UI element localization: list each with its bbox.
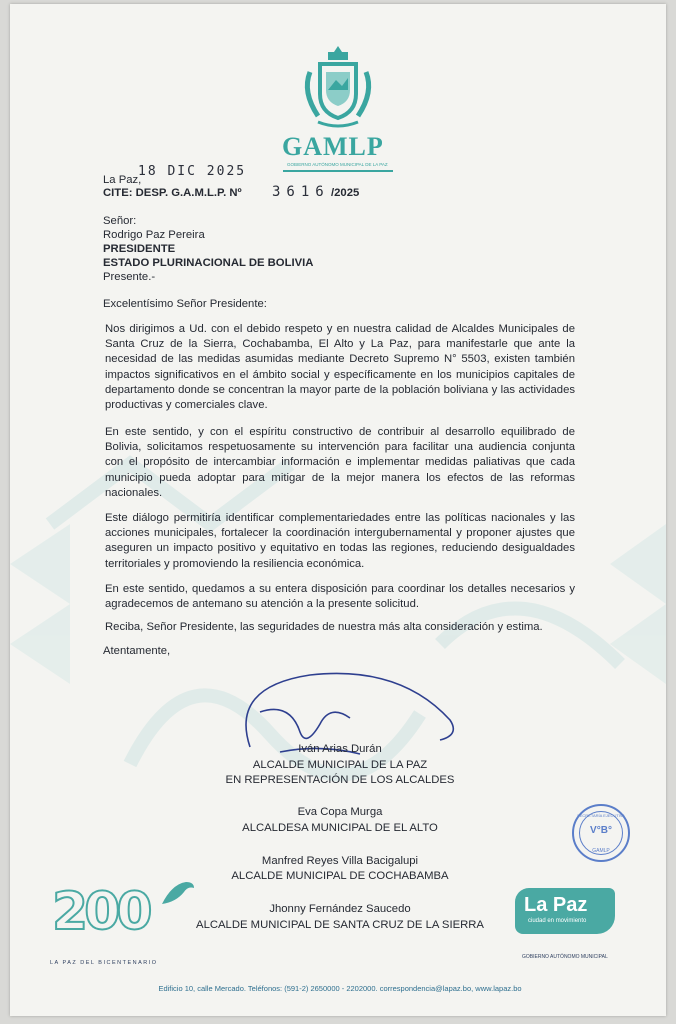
footer-address: Edificio 10, calle Mercado. Teléfonos: (591-2) 2650000 - 2202000. correspondencia@lapaz.bo, www.lapaz.bo xyxy=(158,984,522,993)
condor-icon xyxy=(158,874,198,914)
date-stamp: 18 DIC 2025 xyxy=(138,164,247,179)
logo-text: GAMLP xyxy=(282,132,384,161)
paragraph-5: Reciba, Señor Presidente, las seguridades de nuestra más alta consideración y estima. xyxy=(105,621,543,633)
bicentenario-caption: LA PAZ DEL BICENTENARIO xyxy=(50,960,158,966)
gamlp-crest-logo xyxy=(298,42,378,132)
letter-page xyxy=(10,4,666,1016)
logo-underline xyxy=(283,170,393,172)
recipient-presente: Presente.- xyxy=(103,271,156,283)
signatory-2-role: ALCALDESA MUNICIPAL DE EL ALTO xyxy=(242,822,438,834)
paragraph-4: En este sentido, quedamos a su entera disposición para coordinar los detalles necesarios y agradecemos de antemano su atención a la presente solicitud. xyxy=(105,583,575,611)
paragraph-1: Nos dirigimos a Ud. con el debido respeto y en nuestra calidad de Alcaldes Municipales de Santa Cruz de la Sierra, Cochabamba, El Alto y La Paz, para manifestarle que ante la necesidad de las medidas asumidas mediante Decreto Supremo N° 5503, existen también impactos significativos en el ámbito social y específicamente en los municipios capitales de departamento donde se concentran la mayor parte de la población boliviana y las actividades productivas y comerciales clave. xyxy=(105,323,575,412)
stamp-top-text: SECRETARÍA EJECUTIVA xyxy=(577,813,625,818)
cite-number: 3616 xyxy=(272,184,330,200)
signatory-4-role: ALCALDE MUNICIPAL DE SANTA CRUZ DE LA SIERRA xyxy=(196,919,484,931)
greeting: Excelentísimo Señor Presidente: xyxy=(103,298,267,310)
closing: Atentamente, xyxy=(103,645,171,657)
recipient-name: Rodrigo Paz Pereira xyxy=(103,229,205,241)
paragraph-2: En este sentido, y con el espíritu constructivo de contribuir al desarrollo equilibrado de Bolivia, solicitamos respetuosamente su intervención para facilitar una audiencia conjunta con el propósito de intercambiar información e implementar medidas paliativas que cada municipio pueda adoptar para mitigar de la mejor manera los efectos de las reformas nacionales. xyxy=(105,426,575,499)
place-label: La Paz, xyxy=(103,174,142,186)
signatory-4-name: Jhonny Fernández Saucedo xyxy=(269,903,411,915)
stamp-bottom-text: GAMLP xyxy=(592,848,610,854)
recipient-entity: ESTADO PLURINACIONAL DE BOLIVIA xyxy=(103,257,314,269)
bicentenario-number: 200 xyxy=(52,882,149,942)
signatory-2-name: Eva Copa Murga xyxy=(297,806,383,818)
cite-year: /2025 xyxy=(331,187,360,199)
cite-label: CITE: DESP. G.A.M.L.P. Nº xyxy=(103,187,242,199)
signatory-3-name: Manfred Reyes Villa Bacigalupi xyxy=(261,855,419,867)
lapaz-subtitle: GOBIERNO AUTÓNOMO MUNICIPAL xyxy=(522,954,608,960)
official-stamp xyxy=(572,804,630,862)
signatory-1-role2: EN REPRESENTACIÓN DE LOS ALCALDES xyxy=(225,774,455,786)
lapaz-brand-text: La Paz xyxy=(524,894,588,916)
paragraph-3: Este diálogo permitiría identificar complementariedades entre las políticas nacionales y las acciones municipales, fortalecer la coordinación intergubernamental y proponer ajustes que aseguren un impacto positivo y equitativo en todas las regiones, reduciendo desigualdades territoriales y promoviendo la resiliencia económica. xyxy=(105,512,575,570)
logo-subtext: GOBIERNO AUTÓNOMO MUNICIPAL DE LA PAZ xyxy=(287,162,388,167)
recipient-title: PRESIDENTE xyxy=(103,243,176,255)
recipient-salutation: Señor: xyxy=(103,215,137,227)
signatory-1-role: ALCALDE MUNICIPAL DE LA PAZ xyxy=(252,759,428,771)
lapaz-tagline: ciudad en movimiento xyxy=(528,918,587,924)
signatory-3-role: ALCALDE MUNICIPAL DE COCHABAMBA xyxy=(231,870,449,882)
stamp-center-text: V°B° xyxy=(590,825,612,836)
signatory-1-name: Iván Arias Durán xyxy=(298,743,382,755)
